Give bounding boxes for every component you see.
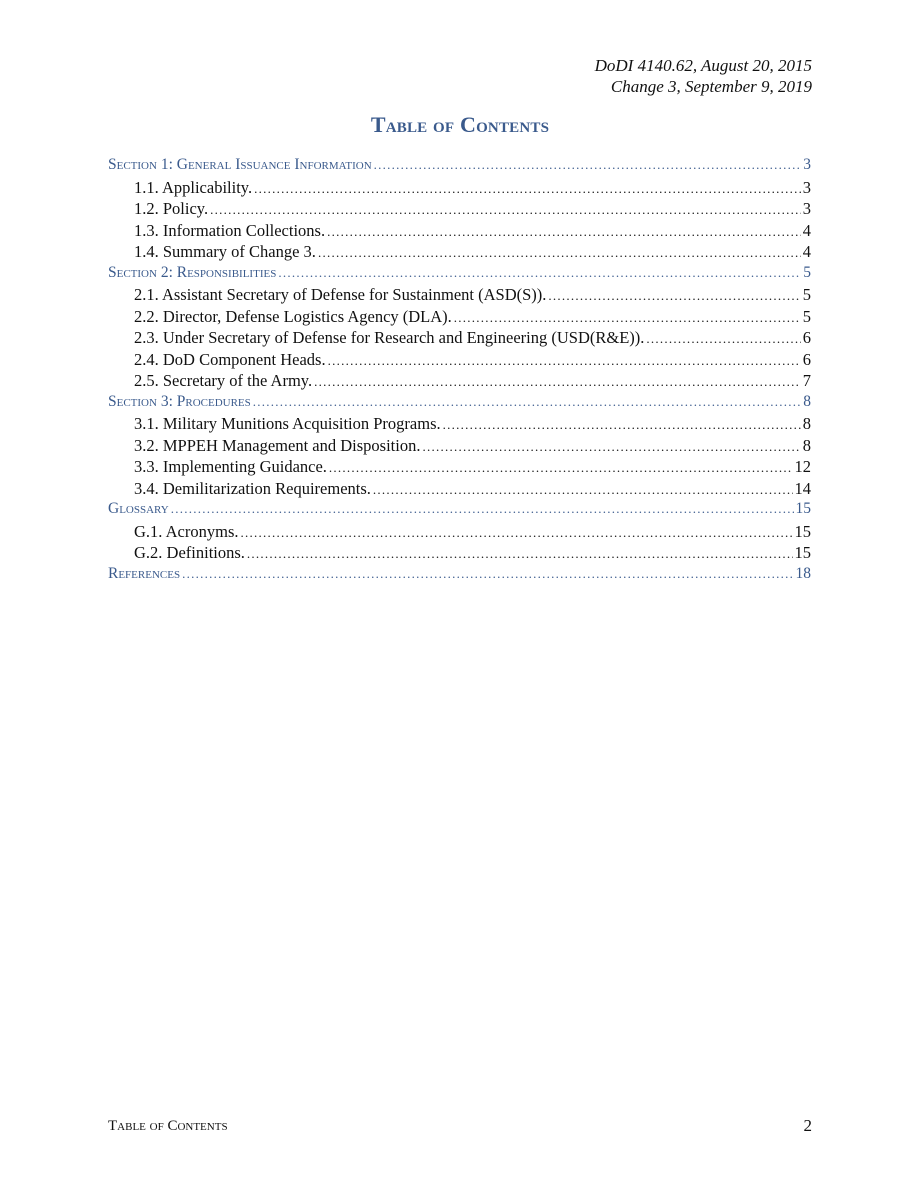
toc-entry-label: Section 2: Responsibilities bbox=[108, 263, 277, 281]
table-of-contents bbox=[108, 156, 811, 586]
footer-section-label: Table of Contents bbox=[108, 1118, 228, 1134]
toc-section-link[interactable] bbox=[108, 500, 811, 522]
toc-entry-label: G.2. Definitions. bbox=[134, 543, 245, 562]
toc-section-link[interactable] bbox=[108, 565, 811, 587]
toc-dot-leader bbox=[454, 310, 801, 326]
toc-dot-leader bbox=[247, 546, 793, 562]
page-title: Table of Contents bbox=[370, 112, 550, 137]
toc-entry-link[interactable] bbox=[108, 221, 811, 243]
toc-page-number: 7 bbox=[802, 371, 811, 390]
toc-page-number: 5 bbox=[802, 285, 811, 304]
toc-dot-leader bbox=[329, 460, 793, 476]
toc-dot-leader bbox=[171, 501, 794, 517]
toc-entry-label: Glossary bbox=[108, 500, 169, 517]
toc-entry-link[interactable] bbox=[108, 199, 811, 221]
toc-entry-link[interactable] bbox=[108, 307, 811, 329]
toc-entry-label: 1.3. Information Collections. bbox=[134, 220, 326, 240]
toc-page-number: 6 bbox=[802, 328, 811, 347]
toc-entry-link[interactable] bbox=[108, 457, 811, 479]
toc-entry-label: 3.2. MPPEH Management and Disposition. bbox=[134, 435, 421, 455]
toc-dot-leader bbox=[254, 181, 801, 197]
toc-section-link[interactable] bbox=[108, 156, 811, 178]
toc-page-number: 3 bbox=[802, 199, 811, 218]
toc-entry-label: References bbox=[108, 564, 181, 582]
toc-page-number: 12 bbox=[794, 457, 811, 476]
toc-entry-label: 3.4. Demilitarization Requirements. bbox=[134, 478, 371, 498]
toc-section-link[interactable] bbox=[108, 393, 811, 415]
toc-entry-link[interactable] bbox=[108, 285, 811, 307]
toc-section-link[interactable] bbox=[108, 264, 811, 286]
toc-page-number: 5 bbox=[802, 306, 811, 326]
toc-dot-leader bbox=[374, 157, 802, 173]
toc-page-number: 4 bbox=[802, 220, 811, 240]
toc-page-number: 15 bbox=[795, 500, 811, 517]
toc-page-number: 8 bbox=[803, 392, 811, 410]
toc-dot-leader bbox=[422, 439, 800, 455]
toc-entry-label: 2.3. Under Secretary of Defense for Research and Engineering (USD(R&E)). bbox=[134, 328, 645, 347]
toc-entry-link[interactable] bbox=[108, 436, 811, 458]
toc-page-number: 3 bbox=[802, 177, 811, 197]
toc-dot-leader bbox=[210, 202, 801, 218]
toc-entry-label: 1.4. Summary of Change 3. bbox=[134, 242, 316, 261]
toc-dot-leader bbox=[327, 224, 801, 240]
toc-page-number: 5 bbox=[803, 263, 811, 281]
toc-dot-leader bbox=[241, 525, 793, 541]
toc-entry-label: 2.1. Assistant Secretary of Defense for Sustainment (ASD(S)). bbox=[134, 285, 547, 304]
toc-entry-link[interactable] bbox=[108, 371, 811, 393]
toc-entry-label: 2.2. Director, Defense Logistics Agency (DLA). bbox=[134, 306, 452, 326]
toc-entry-label: Section 3: Procedures bbox=[108, 392, 251, 410]
toc-dot-leader bbox=[443, 417, 801, 433]
toc-page-number: 8 bbox=[802, 414, 811, 433]
toc-dot-leader bbox=[253, 394, 801, 410]
toc-dot-leader bbox=[548, 288, 800, 304]
toc-entry-link[interactable] bbox=[108, 479, 811, 501]
header-issuance-line: DoDI 4140.62, August 20, 2015 bbox=[594, 56, 812, 75]
toc-entry-link[interactable] bbox=[108, 543, 811, 565]
toc-page-number: 4 bbox=[802, 242, 811, 261]
toc-page-number: 6 bbox=[802, 349, 811, 369]
header-change-line: Change 3, September 9, 2019 bbox=[610, 77, 812, 96]
toc-dot-leader bbox=[328, 353, 801, 369]
toc-entry-link[interactable] bbox=[108, 242, 811, 264]
toc-entry-label: 3.3. Implementing Guidance. bbox=[134, 457, 327, 476]
toc-page-number: 15 bbox=[794, 543, 811, 562]
toc-entry-link[interactable] bbox=[108, 178, 811, 200]
toc-page-number: 18 bbox=[795, 564, 811, 582]
toc-dot-leader bbox=[182, 566, 793, 582]
toc-dot-leader bbox=[278, 265, 801, 281]
toc-entry-label: 2.4. DoD Component Heads. bbox=[134, 349, 326, 369]
toc-entry-link[interactable] bbox=[108, 414, 811, 436]
toc-page-number: 3 bbox=[803, 156, 811, 173]
toc-dot-leader bbox=[318, 245, 801, 261]
document-header bbox=[595, 55, 812, 97]
toc-entry-link[interactable] bbox=[108, 350, 811, 372]
toc-entry-label: 2.5. Secretary of the Army. bbox=[134, 371, 313, 390]
toc-entry-label: 3.1. Military Munitions Acquisition Programs. bbox=[134, 414, 441, 433]
toc-entry-label: G.1. Acronyms. bbox=[134, 521, 239, 541]
toc-dot-leader bbox=[646, 331, 800, 347]
toc-entry-label: Section 1: General Issuance Information bbox=[108, 156, 372, 173]
toc-page-number: 15 bbox=[794, 521, 811, 541]
toc-entry-label: 1.2. Policy. bbox=[134, 199, 209, 218]
toc-page-number: 14 bbox=[794, 478, 811, 498]
toc-dot-leader bbox=[373, 482, 793, 498]
footer-page-number: 2 bbox=[803, 1116, 812, 1135]
toc-page-number: 8 bbox=[802, 435, 811, 455]
toc-entry-label: 1.1. Applicability. bbox=[134, 177, 253, 197]
toc-entry-link[interactable] bbox=[108, 522, 811, 544]
toc-dot-leader bbox=[314, 374, 801, 390]
toc-entry-link[interactable] bbox=[108, 328, 811, 350]
